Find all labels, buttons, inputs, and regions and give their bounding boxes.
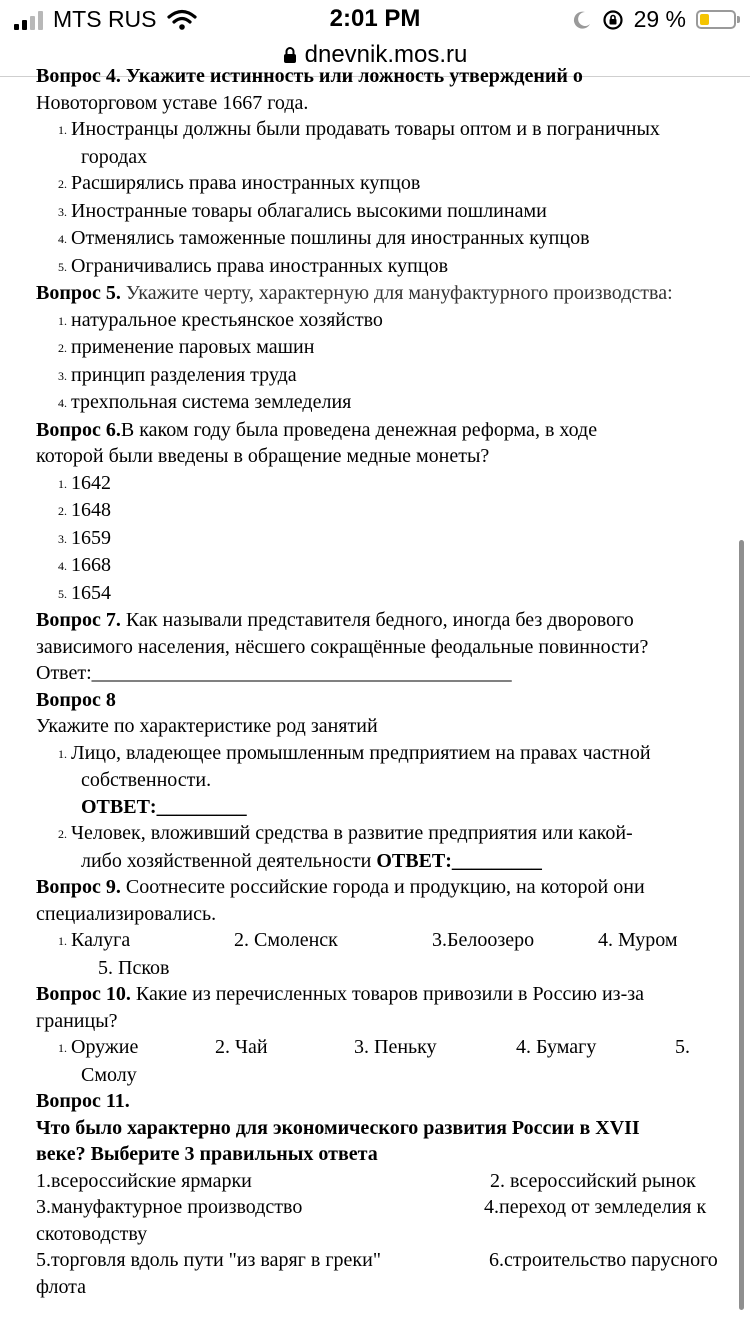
list-item: 5. 1654 <box>58 581 111 604</box>
q7-line-1: Вопрос 7. Как называли представителя бедного, иногда без дворового <box>36 609 634 631</box>
q9-line-1: Вопрос 9. Соотнесите российские города и продукцию, на которой они <box>36 876 645 898</box>
option: 3.мануфактурное производство <box>36 1196 303 1218</box>
list-item: 1. Лицо, владеющее промышленным предприятием на правах частной <box>58 741 651 764</box>
city: Калуга <box>71 929 131 951</box>
q10-line-1: Вопрос 10. Какие из перечисленных товаров привозили в Россию из-за <box>36 983 645 1005</box>
list-item: 4. Отменялись таможенные пошлины для иностранных купцов <box>58 227 590 249</box>
city: 2. Смоленск <box>234 929 338 951</box>
q9-line-2: специализировались. <box>36 902 217 925</box>
good: 5. <box>675 1036 690 1058</box>
moon-icon <box>572 10 592 30</box>
q11-row-2 <box>36 1194 746 1221</box>
q4-line-1: Вопрос 4. Укажите истинность или ложность утверждений о <box>36 65 583 87</box>
q9-cities-row: 1. Калуга 2. Смоленск 3.Белоозеро 4. Муром <box>36 927 746 955</box>
q6-line-1: Вопрос 6.В каком году была проведена денежная реформа, в ходе <box>36 418 598 441</box>
list-item: 3. Иностранные товары облагались высокими пошлинами <box>58 199 547 222</box>
list-item: 3. 1659 <box>58 526 111 549</box>
q10-line-2: границы? <box>36 1009 118 1032</box>
list-item: 1. натуральное крестьянское хозяйство <box>58 308 383 331</box>
q7-line-2: зависимого населения, нёсшего сокращённые феодальные повинности? <box>36 635 649 658</box>
list-item: 3. принцип разделения труда <box>58 363 297 386</box>
list-item: 4. 1668 <box>58 554 111 576</box>
city: 4. Муром <box>598 929 678 951</box>
q5-line: Вопрос 5. Укажите черту, характерную для мануфактурного производства: <box>36 282 673 304</box>
good: Оружие <box>71 1036 139 1058</box>
list-item: 5. Ограничивались права иностранных купцов <box>58 254 449 277</box>
q11-line-2: веке? Выберите 3 правильных ответа <box>36 1143 378 1165</box>
q11-line-1: Что было характерно для экономического развития России в XVII <box>36 1116 640 1139</box>
good: 2. Чай <box>215 1036 268 1058</box>
list-item-continuation: либо хозяйственной деятельности ОТВЕТ:_________ <box>81 849 542 872</box>
option-continuation: скотоводству <box>36 1222 148 1245</box>
list-item: 2. 1648 <box>58 499 111 521</box>
list-item: 2. Человек, вложивший средства в развитие предприятия или какой- <box>58 822 633 844</box>
q8-answer-1: ОТВЕТ:_________ <box>81 795 247 818</box>
q6-line-2: которой были введены в обращение медные монеты? <box>36 445 490 467</box>
good: 3. Пеньку <box>354 1036 437 1058</box>
option: 1.всероссийские ярмарки <box>36 1169 252 1192</box>
list-item-continuation: собственности. <box>81 769 212 791</box>
city: 3.Белоозеро <box>432 929 535 951</box>
status-bar <box>0 0 750 40</box>
q8-text: Укажите по характеристике род занятий <box>36 715 378 737</box>
carrier-name: MTS RUS <box>53 6 157 32</box>
scrollbar[interactable] <box>739 540 744 1310</box>
option-continuation: флота <box>36 1275 87 1298</box>
city: 5. Псков <box>98 956 170 979</box>
list-item: 2. применение паровых машин <box>58 336 315 358</box>
option: 5.торговля вдоль пути "из варяг в греки" <box>36 1249 381 1271</box>
q11-row-1 <box>36 1168 746 1195</box>
list-item: 2. Расширялись права иностранных купцов <box>58 172 421 194</box>
q4-line-2: Новоторговом уставе 1667 года. <box>36 91 309 114</box>
good: Смолу <box>81 1063 137 1086</box>
q11-row-3 <box>36 1247 746 1274</box>
rotation-lock-icon <box>602 9 624 31</box>
option: 6.строительство парусного <box>489 1249 718 1271</box>
option: 4.переход от земледелия к <box>484 1196 707 1218</box>
list-item-continuation: городах <box>81 145 148 168</box>
battery-icon <box>696 10 736 29</box>
document-content <box>36 63 746 1300</box>
q11-title: Вопрос 11. <box>36 1090 130 1112</box>
q10-goods-row: 1. Оружие 2. Чай 3. Пеньку 4. Бумагу 5. <box>36 1034 746 1062</box>
lock-icon <box>283 46 297 64</box>
clock: 2:01 PM <box>329 5 421 32</box>
option: 2. всероссийский рынок <box>490 1169 696 1192</box>
battery-percent: 29 % <box>633 6 686 32</box>
q7-answer-line: Ответ:__________________________________________ <box>36 662 512 684</box>
document-view[interactable] <box>0 65 750 1334</box>
good: 4. Бумагу <box>516 1036 597 1058</box>
list-item: 4. трехпольная система земледелия <box>58 391 352 413</box>
url-text: dnevnik.mos.ru <box>304 41 468 68</box>
q8-title: Вопрос 8 <box>36 688 116 711</box>
list-item: 1. 1642 <box>58 471 111 494</box>
list-item: 1. Иностранцы должны были продавать товары оптом и в пограничных <box>58 118 660 140</box>
